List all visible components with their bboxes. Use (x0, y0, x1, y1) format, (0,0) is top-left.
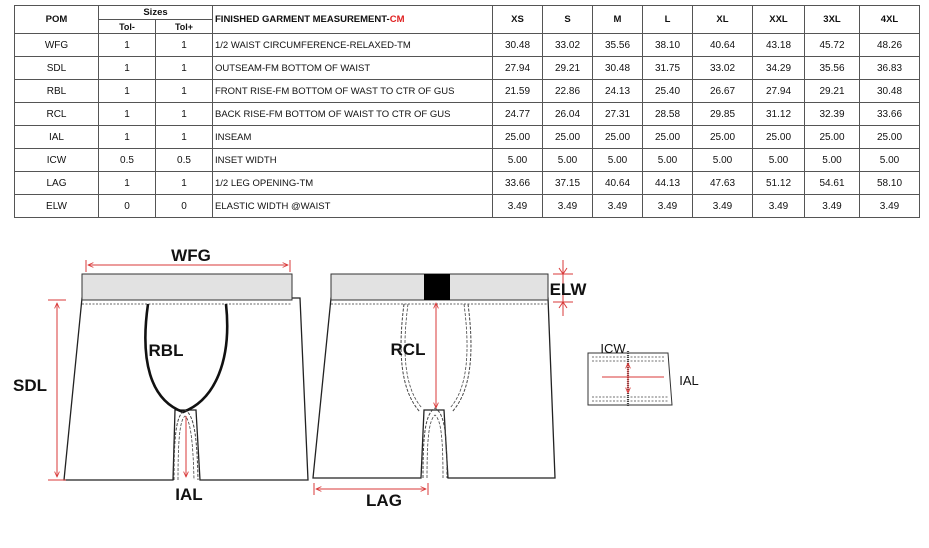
back-view (313, 260, 587, 510)
size-value-cell: 32.39 (805, 103, 860, 126)
tol-plus-cell: 0.5 (156, 149, 213, 172)
size-value-cell: 3.49 (593, 195, 643, 218)
size-value-cell: 29.21 (805, 80, 860, 103)
size-value-cell: 45.72 (805, 34, 860, 57)
size-value-cell: 25.00 (593, 126, 643, 149)
size-value-cell: 54.61 (805, 172, 860, 195)
size-value-cell: 33.02 (543, 34, 593, 57)
size-value-cell: 28.58 (643, 103, 693, 126)
tol-minus-cell: 1 (99, 103, 156, 126)
tol-minus-cell: 1 (99, 80, 156, 103)
size-value-cell: 31.12 (753, 103, 805, 126)
size-value-cell: 43.18 (753, 34, 805, 57)
size-header: 4XL (860, 6, 920, 34)
description-cell: 1/2 LEG OPENING-TM (213, 172, 493, 195)
table-row (15, 57, 920, 80)
description-cell: INSET WIDTH (213, 149, 493, 172)
table-row (15, 126, 920, 149)
size-value-cell: 27.94 (493, 57, 543, 80)
table-row (15, 103, 920, 126)
pom-cell: RBL (15, 80, 99, 103)
front-waistband (82, 274, 292, 300)
size-value-cell: 51.12 (753, 172, 805, 195)
size-value-cell: 5.00 (593, 149, 643, 172)
size-value-cell: 47.63 (693, 172, 753, 195)
size-value-cell: 33.66 (860, 103, 920, 126)
size-value-cell: 5.00 (543, 149, 593, 172)
description-header (213, 6, 493, 34)
table-row (15, 195, 920, 218)
tol-plus-cell: 1 (156, 103, 213, 126)
icw-label: ICW (600, 341, 626, 356)
size-header: M (593, 6, 643, 34)
size-value-cell: 44.13 (643, 172, 693, 195)
size-value-cell: 3.49 (753, 195, 805, 218)
size-value-cell: 5.00 (805, 149, 860, 172)
size-header: L (643, 6, 693, 34)
size-header: 3XL (805, 6, 860, 34)
tol-minus-cell: 1 (99, 126, 156, 149)
description-cell: BACK RISE-FM BOTTOM OF WAIST TO CTR OF GUS (213, 103, 493, 126)
size-header: XXL (753, 6, 805, 34)
size-value-cell: 40.64 (593, 172, 643, 195)
size-value-cell: 36.83 (860, 57, 920, 80)
table-row (15, 80, 920, 103)
tol-plus-header: Tol+ (156, 20, 213, 34)
size-header: XL (693, 6, 753, 34)
size-value-cell: 3.49 (860, 195, 920, 218)
tol-minus-cell: 1 (99, 57, 156, 80)
size-value-cell: 5.00 (860, 149, 920, 172)
size-value-cell: 25.00 (805, 126, 860, 149)
unit-label: CM (389, 14, 405, 25)
size-value-cell: 30.48 (593, 57, 643, 80)
pom-cell: LAG (15, 172, 99, 195)
table-row (15, 34, 920, 57)
size-value-cell: 27.31 (593, 103, 643, 126)
table-row (15, 172, 920, 195)
size-value-cell: 5.00 (493, 149, 543, 172)
pom-header: POM (15, 6, 99, 34)
back-label-patch (424, 274, 450, 300)
description-cell: OUTSEAM-FM BOTTOM OF WAIST (213, 57, 493, 80)
ial-label: IAL (175, 485, 203, 504)
tol-minus-cell: 1 (99, 172, 156, 195)
size-value-cell: 31.75 (643, 57, 693, 80)
size-value-cell: 21.59 (493, 80, 543, 103)
size-value-cell: 29.21 (543, 57, 593, 80)
description-cell: 1/2 WAIST CIRCUMFERENCE-RELAXED-TM (213, 34, 493, 57)
size-value-cell: 35.56 (593, 34, 643, 57)
ial-inset-label: IAL (679, 373, 699, 388)
size-value-cell: 58.10 (860, 172, 920, 195)
size-value-cell: 35.56 (805, 57, 860, 80)
tol-plus-cell: 1 (156, 34, 213, 57)
size-value-cell: 3.49 (493, 195, 543, 218)
tol-plus-cell: 1 (156, 57, 213, 80)
tol-plus-cell: 1 (156, 80, 213, 103)
size-value-cell: 5.00 (693, 149, 753, 172)
size-value-cell: 25.00 (493, 126, 543, 149)
back-body-outline (313, 298, 555, 478)
size-value-cell: 29.85 (693, 103, 753, 126)
size-value-cell: 33.02 (693, 57, 753, 80)
description-cell: FRONT RISE-FM BOTTOM OF WAST TO CTR OF GUS (213, 80, 493, 103)
inset-detail (588, 341, 699, 407)
size-value-cell: 5.00 (753, 149, 805, 172)
sdl-label: SDL (13, 376, 47, 395)
pom-cell: SDL (15, 57, 99, 80)
front-view (13, 246, 308, 504)
pom-cell: RCL (15, 103, 99, 126)
size-value-cell: 24.77 (493, 103, 543, 126)
rbl-label: RBL (148, 341, 184, 360)
size-value-cell: 25.40 (643, 80, 693, 103)
size-value-cell: 38.10 (643, 34, 693, 57)
rcl-label: RCL (390, 340, 426, 359)
table-row (15, 149, 920, 172)
size-value-cell: 22.86 (543, 80, 593, 103)
tol-plus-cell: 1 (156, 126, 213, 149)
description-cell: INSEAM (213, 126, 493, 149)
pom-cell: WFG (15, 34, 99, 57)
pom-cell: ICW (15, 149, 99, 172)
elw-label: ELW (549, 280, 587, 299)
size-value-cell: 30.48 (493, 34, 543, 57)
size-value-cell: 3.49 (543, 195, 593, 218)
size-value-cell: 37.15 (543, 172, 593, 195)
measurement-table (14, 5, 920, 218)
size-value-cell: 25.00 (543, 126, 593, 149)
size-value-cell: 26.04 (543, 103, 593, 126)
description-cell: ELASTIC WIDTH @WAIST (213, 195, 493, 218)
tol-plus-cell: 1 (156, 172, 213, 195)
wfg-label: WFG (171, 246, 211, 265)
pom-cell: IAL (15, 126, 99, 149)
sizes-header: Sizes (99, 6, 213, 20)
size-header: XS (493, 6, 543, 34)
size-value-cell: 34.29 (753, 57, 805, 80)
tol-minus-cell: 0 (99, 195, 156, 218)
tol-minus-cell: 0.5 (99, 149, 156, 172)
size-value-cell: 48.26 (860, 34, 920, 57)
size-value-cell: 26.67 (693, 80, 753, 103)
garment-diagram (0, 230, 929, 548)
tol-minus-header: Tol- (99, 20, 156, 34)
size-value-cell: 27.94 (753, 80, 805, 103)
size-value-cell: 24.13 (593, 80, 643, 103)
size-value-cell: 33.66 (493, 172, 543, 195)
size-value-cell: 25.00 (693, 126, 753, 149)
size-value-cell: 3.49 (805, 195, 860, 218)
size-value-cell: 5.00 (643, 149, 693, 172)
description-header-text: FINISHED GARMENT MEASUREMENT- (215, 14, 390, 25)
size-value-cell: 25.00 (753, 126, 805, 149)
tol-plus-cell: 0 (156, 195, 213, 218)
back-gusset (423, 408, 447, 478)
size-header: S (543, 6, 593, 34)
size-value-cell: 40.64 (693, 34, 753, 57)
size-value-cell: 3.49 (693, 195, 753, 218)
tol-minus-cell: 1 (99, 34, 156, 57)
size-value-cell: 25.00 (643, 126, 693, 149)
size-value-cell: 25.00 (860, 126, 920, 149)
size-value-cell: 30.48 (860, 80, 920, 103)
lag-label: LAG (366, 491, 402, 510)
size-value-cell: 3.49 (643, 195, 693, 218)
pom-cell: ELW (15, 195, 99, 218)
